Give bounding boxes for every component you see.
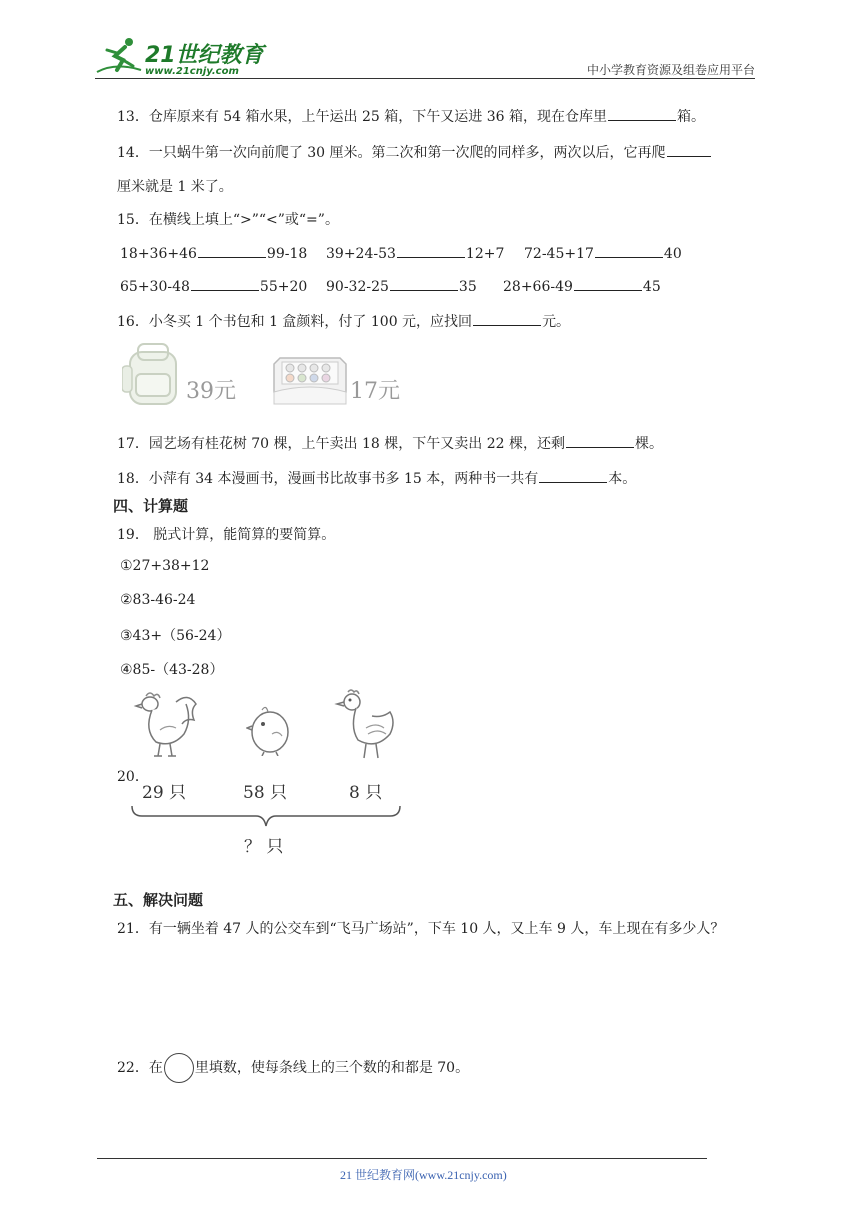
compare-blank[interactable] bbox=[595, 243, 663, 258]
header-line bbox=[95, 78, 755, 79]
compare-row-1b: 39+24-53 12+7 bbox=[326, 243, 504, 262]
section-4-title: 四、计算题 bbox=[113, 497, 189, 515]
paint-box-price: 17元 bbox=[350, 379, 400, 404]
compare-blank[interactable] bbox=[574, 276, 642, 291]
logo-text: 21世纪教育 bbox=[145, 43, 264, 68]
compare-row-2b: 90-32-25 35 bbox=[326, 276, 477, 295]
calc-item-3: ③43+（56-24） bbox=[120, 628, 231, 644]
paint-box-image bbox=[272, 350, 348, 406]
question-18: 18．小萍有 34 本漫画书，漫画书比故事书多 15 本，两种书一共有 本。 bbox=[117, 468, 636, 488]
rooster-count: 29 只 bbox=[142, 783, 187, 803]
compare-blank[interactable] bbox=[198, 243, 266, 258]
question-19: 19． 脱式计算，能简算的要简算。 bbox=[117, 527, 336, 543]
compare-row-1: 18+36+46 99-18 bbox=[120, 243, 307, 262]
rooster-image bbox=[130, 690, 200, 766]
logo-url: www.21cnjy.com bbox=[145, 66, 239, 77]
compare-row-1c: 72-45+17 40 bbox=[524, 243, 682, 262]
footer-text: 21 世纪教育网(www.21cnjy.com) bbox=[340, 1168, 507, 1182]
chick-image bbox=[246, 702, 294, 760]
compare-blank[interactable] bbox=[397, 243, 465, 258]
total-question: ？ 只 bbox=[244, 837, 284, 857]
answer-blank-16[interactable] bbox=[473, 311, 541, 326]
question-14-line2: 厘米就是 1 米了。 bbox=[117, 179, 233, 195]
total-brace bbox=[130, 804, 402, 830]
hen-icon bbox=[332, 688, 398, 764]
question-20-number: 20． bbox=[117, 769, 149, 785]
question-16: 16．小冬买 1 个书包和 1 盒颜料，付了 100 元，应找回 元。 bbox=[117, 311, 570, 331]
question-13: 13．仓库原来有 54 箱水果，上午运出 25 箱，下午又运进 36 箱，现在仓库里 箱。 bbox=[117, 106, 705, 126]
logo bbox=[95, 36, 265, 80]
compare-row-2: 65+30-48 55+20 bbox=[120, 276, 307, 295]
calc-item-1: ①27+38+12 bbox=[120, 558, 210, 574]
chick-count: 58 只 bbox=[243, 783, 288, 803]
schoolbag-icon bbox=[122, 340, 184, 408]
question-15: 15．在横线上填上“>”“<”或“=”。 bbox=[117, 212, 339, 228]
answer-blank-17[interactable] bbox=[566, 433, 634, 448]
question-22: 22．在 里填数，使每条线上的三个数的和都是 70。 bbox=[117, 1053, 469, 1083]
schoolbag-price: 39元 bbox=[186, 379, 236, 404]
rooster-icon bbox=[130, 690, 200, 762]
answer-blank-13[interactable] bbox=[608, 106, 676, 121]
number-circle-icon bbox=[164, 1053, 194, 1083]
answer-blank-14[interactable] bbox=[667, 142, 711, 157]
hen-count: 8 只 bbox=[349, 783, 383, 803]
compare-blank[interactable] bbox=[191, 276, 259, 291]
footer-line bbox=[97, 1158, 707, 1159]
platform-text: 中小学教育资源及组卷应用平台 bbox=[586, 63, 755, 77]
calc-item-2: ②83-46-24 bbox=[120, 592, 196, 608]
section-5-title: 五、解决问题 bbox=[113, 891, 204, 909]
answer-blank-18[interactable] bbox=[539, 468, 607, 483]
compare-row-2c: 28+66-49 45 bbox=[503, 276, 661, 295]
paint-box-icon bbox=[272, 350, 348, 406]
chick-icon bbox=[246, 702, 294, 756]
question-14: 14．一只蜗牛第一次向前爬了 30 厘米。第二次和第一次爬的同样多，两次以后，它再爬 bbox=[117, 142, 712, 162]
schoolbag-image bbox=[122, 340, 192, 410]
question-17: 17．园艺场有桂花树 70 棵，上午卖出 18 棵，下午又卖出 22 棵，还剩 棵。 bbox=[117, 433, 663, 453]
question-21: 21．有一辆坐着 47 人的公交车到“飞马广场站”，下车 10 人，又上车 9 人，车上现在有多少人？ bbox=[117, 921, 725, 937]
compare-blank[interactable] bbox=[390, 276, 458, 291]
calc-item-4: ④85-（43-28） bbox=[120, 662, 224, 678]
runner-logo-icon bbox=[95, 36, 143, 76]
hen-image bbox=[332, 688, 398, 768]
